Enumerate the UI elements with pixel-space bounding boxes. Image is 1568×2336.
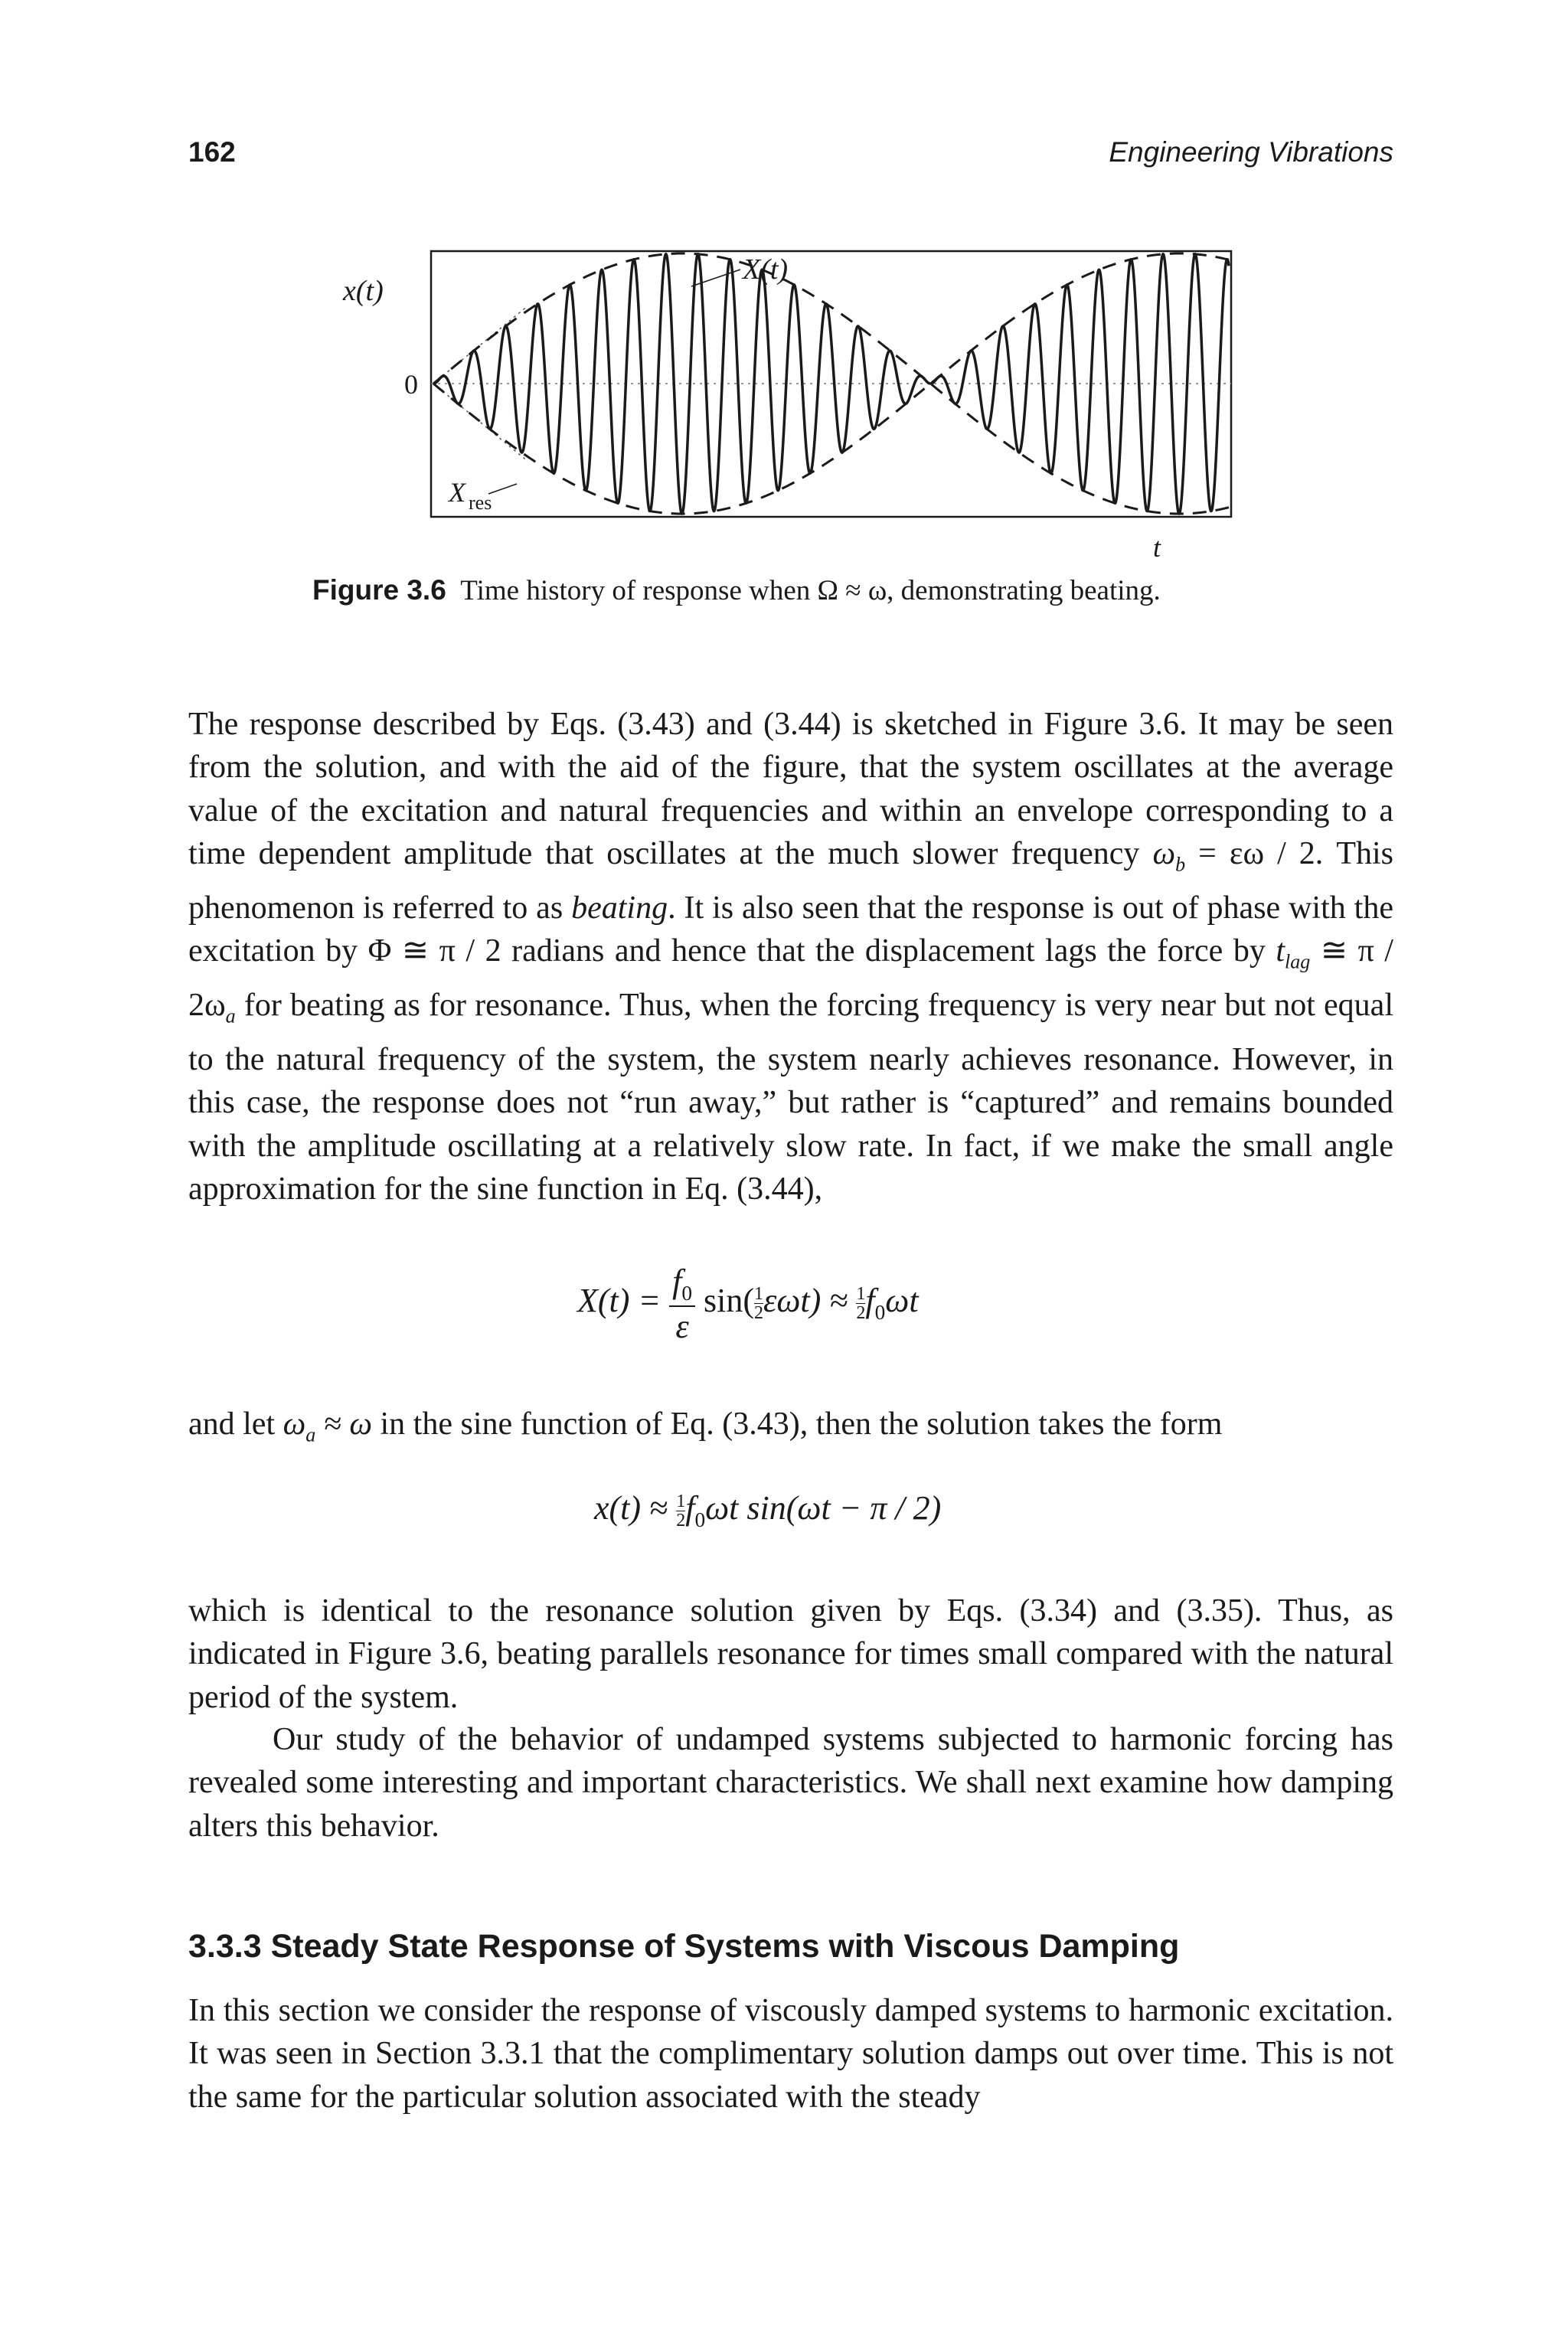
paragraph-1: The response described by Eqs. (3.43) and (3.44) is sketched in Figure 3.6. It may be seen from the solution, and with the aid of the figure, that the system oscillates at the average value of the excitation and natural frequencies and within an envelope corresponding to a time dependent amplitude that oscillates at the much slower frequency $\omega_b = \varepsilon\omega / 2$. This phenomenon is referred to as beating. It is also seen that the response is out of phase with the excitation by Φ ≅ π / 2 radians and hence that the displacement lags the force by $t_{lag}$ ≅ π / $2\omega_a$ for beating as for resonance. Thus, when the forcing frequency is very near but not equal to the natural frequency of the system, the system nearly achieves resonance. However, in this case, the response does not “run away,” but rather is “captured” and remains bounded with the amplitude oscillating at a relatively slow rate. In fact, if we make the small angle approximation for the sine function in Eq. (3.44),: [188, 707, 1393, 1207]
paragraph-5: In this section we consider the response of viscously damped systems to harmonic excitation. It was seen in Section 3.3.1 that the complimentary solution damps out over time. This is not the same for the particular solution associated with the steady: [188, 1993, 1393, 2115]
equation-envelope-approx: X(t) = $\frac{f_0}{\varepsilon}$ sin( $\frac{1}{2}$ εωt) ≈ $\frac{1}{2}$ $f_0\omega t$: [577, 1263, 919, 1345]
x-axis-label: t: [1153, 532, 1161, 563]
figure-caption: Figure 3.6 Time history of response when Ω ≈ ω, demonstrating beating.: [312, 574, 1161, 606]
running-title: Engineering Vibrations: [1109, 136, 1393, 168]
envelope-label: X(t): [743, 253, 789, 286]
paragraph-4: Our study of the behavior of undamped systems subjected to harmonic forcing has revealed some interesting and important characteristics. We shall next examine how damping alters this behavior.: [188, 1722, 1393, 1844]
zero-tick-label: 0: [404, 369, 418, 400]
xres-label: X $_{res}$: [449, 477, 492, 514]
beating-figure: [0, 0, 1568, 613]
paragraph-2: and let $\omega_a \approx \omega$ in the sine function of Eq. (3.43), then the solution takes the form: [188, 1407, 1223, 1446]
paragraph-3: which is identical to the resonance solution given by Eqs. (3.34) and (3.35). Thus, as indicated in Figure 3.6, beating parallels resonance for times small compared with the natural period of the system.: [188, 1593, 1393, 1715]
equation-resonance-form: x(t) ≈ $\frac{1}{2}$ $f_0\omega t$ sin(ωt − π / 2): [594, 1489, 942, 1531]
y-axis-label: x(t): [343, 275, 384, 307]
upper-envelope: [433, 253, 1229, 384]
section-heading: 3.3.3 Steady State Response of Systems with Viscous Damping: [188, 1928, 1180, 1965]
page-number: 162: [188, 136, 236, 168]
xres-leader-line: [488, 484, 517, 494]
